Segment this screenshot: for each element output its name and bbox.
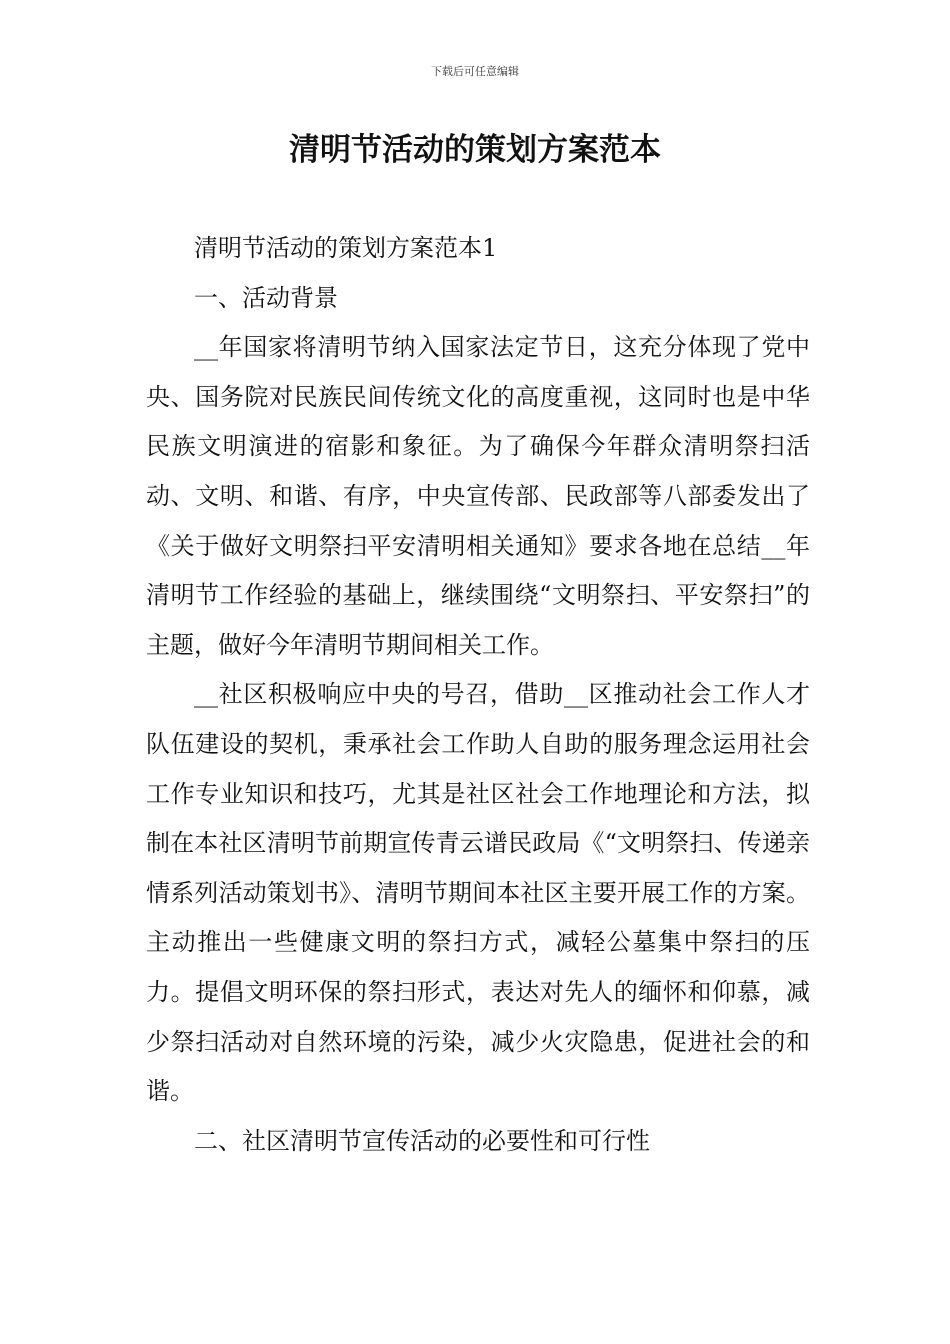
section-heading-necessity: 二、社区清明节宣传活动的必要性和可行性 bbox=[194, 1126, 650, 1155]
header-note: 下载后可任意编辑 bbox=[431, 65, 519, 78]
body-paragraph: __年国家将清明节纳入国家法定节日，这充分体现了党中央、国务院对民族民间传统文化的高度重视，这同时也是中华民族文明演进的宿影和象征。为了确保今年群众清明祭扫活动、文明、和谐、有序，中央宣传部、民政部等八部委发出了《关于做好文明祭扫平安清明相关通知》要求各地在总结__年清明节工作经验的基础上，继续围绕“文明祭扫、平安祭扫”的主题，做好今年清明节期间相关工作。 bbox=[146, 333, 810, 659]
subtitle-paragraph: 清明节活动的策划方案范本1 bbox=[194, 234, 498, 262]
body-paragraph: __社区积极响应中央的号召，借助__区推动社会工作人才队伍建设的契机，秉承社会工作助人自助的服务理念运用社会工作专业知识和技巧，尤其是社区社会工作地理论和方法，拟制在本社区清明节前期宣传青云谱民政局《“文明祭扫、传递亲情系列活动策划书》、清明节期间本社区主要开展工作的方案。主动推出一些健康文明的祭扫方式，减轻公墓集中祭扫的压力。提倡文明环保的祭扫形式，表达对先人的缅怀和仰慕，减少祭扫活动对自然环境的污染，减少火灾隐患，促进社会的和谐。 bbox=[146, 680, 810, 1106]
section-heading-background: 一、活动背景 bbox=[194, 283, 338, 312]
document-body bbox=[146, 224, 810, 1166]
document-title: 清明节活动的策划方案范本 bbox=[289, 132, 661, 168]
